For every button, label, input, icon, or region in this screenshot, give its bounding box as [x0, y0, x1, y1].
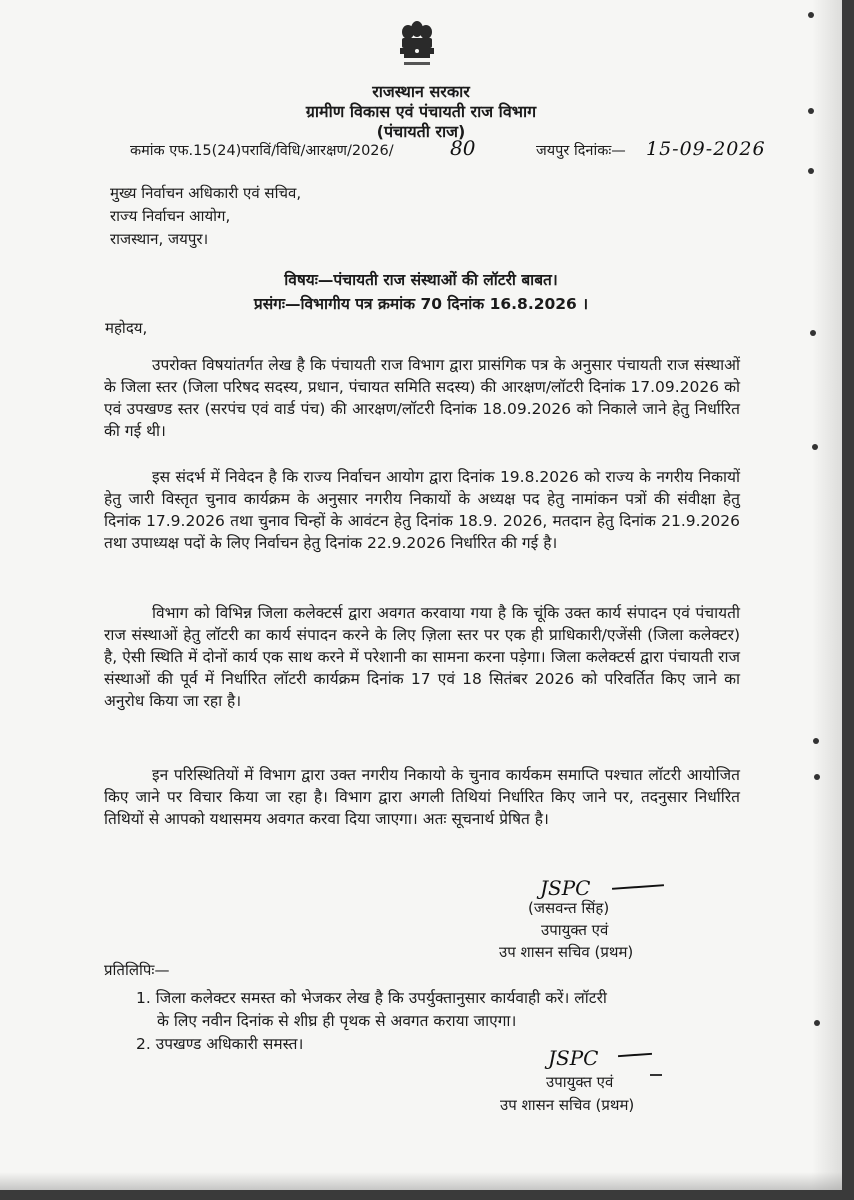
signature-stroke [612, 884, 664, 890]
body-paragraph: विभाग को विभिन्न जिला कलेक्टर्स द्वारा अवगत करवाया गया है कि चूंकि उक्त कार्य संपादन एवं पंचायती राज संस्थाओं हेतु लॉटरी का कार्य संपादन करने के लिए ज़िला स्तर पर एक ही प्राधिकारी/एजेंसी (जिला कलेक्टर) है, ऐसी स्थिति में दोनों कार्य एक साथ करने में परेशानी का सामना करना पड़ेगा। जिला कलेक्टर्स द्वारा पंचायती राज संस्थाओं की पूर्व में निर्धारित लॉटरी कार्यक्रम दिनांक 17 एवं 18 सितंबर 2026 को परिवर्तित किए जाने का अनुरोध किया जा रहा है। [104, 604, 740, 710]
body-paragraph: इन परिस्थितियों में विभाग द्वारा उक्त नगरीय निकायो के चुनाव कार्यकम समाप्ति पश्चात लॉटरी आयोजित किए जाने पर विचार किया जा रहा है। विभाग द्वारा अगली तिथियां निर्धारित किए जाने पर, तदनुसार निर्धारित तिथियों से आपको यथासमय अवगत करवा दिया जाएगा। अतः सूचनार्थ प्रेषित है। [104, 766, 740, 828]
department-branch: (पंचायती राज) [376, 122, 466, 141]
margin-dot [812, 444, 818, 450]
signature-initials: JSPC [548, 1046, 599, 1070]
copy-to-label: प्रतिलिपिः— [104, 961, 170, 979]
department-name: ग्रामीण विकास एवं पंचायती राज विभाग [305, 102, 537, 121]
reference-line: प्रसंगः—विभागीय पत्र क्रमांक 70 दिनांक 16.8.2026 । [253, 295, 589, 313]
signature-stroke [650, 1074, 662, 1076]
reference-number-handwritten: 80 [450, 136, 476, 160]
letter-date-handwritten: 15-09-2026 [646, 138, 766, 160]
copy-to-item: 2. उपखण्ड अधिकारी समस्त। [136, 1035, 304, 1053]
signature-stroke [618, 1053, 652, 1057]
signatory-designation: उपायुक्त एवं [541, 921, 609, 939]
margin-dot [814, 1020, 820, 1026]
copy-to-item: 1. जिला कलेक्टर समस्त को भेजकर लेख है कि उपर्युक्तानुसार कार्यवाही करें। लॉटरी [136, 989, 607, 1007]
signatory-designation: उप शासन सचिव (प्रथम) [500, 1096, 635, 1114]
copy-to-item-continued: के लिए नवीन दिनांक से शीघ्र ही पृथक से अवगत कराया जाएगा। [157, 1012, 517, 1030]
signatory-name: (जसवन्त सिंह) [528, 899, 610, 917]
margin-dot [813, 738, 819, 744]
body-paragraph: इस संदर्भ में निवेदन है कि राज्य निर्वाचन आयोग द्वारा दिनांक 19.8.2026 को राज्य के नगरीय निकायों हेतु जारी विस्तृत चुनाव कार्यक्रम के अनुसार नगरीय निकायों के अध्यक्ष पद हेतु नामांकन पत्रों की संवीक्षा हेतु दिनांक 17.9.2026 तथा चुनाव चिन्हों के आवंटन हेतु दिनांक 18.9. 2026, मतदान हेतु दिनांक 21.9.2026 तथा उपाध्यक्ष पदों के लिए निर्वाचन हेतु दिनांक 22.9.2026 निर्धारित की गई है। [104, 468, 740, 552]
salutation: महोदय, [105, 319, 148, 337]
page-edge-shadow [812, 0, 842, 1190]
signatory-designation: उप शासन सचिव (प्रथम) [499, 943, 634, 961]
subject-line: विषयः—पंचायती राज संस्थाओं की लॉटरी बाबत। [284, 271, 558, 289]
place-date-label: जयपुर दिनांकः— [536, 143, 626, 159]
govt-name: राजस्थान सरकार [372, 82, 470, 101]
reference-number: कमांक एफ.15(24)पराविं/विधि/आरक्षण/2026/ [130, 143, 394, 159]
addressee-line: मुख्य निर्वाचन अधिकारी एवं सचिव, [110, 184, 302, 202]
addressee-line: राजस्थान, जयपुर। [110, 230, 209, 248]
addressee-line: राज्य निर्वाचन आयोग, [110, 207, 231, 225]
body-paragraph: उपरोक्त विषयांतर्गत लेख है कि पंचायती राज विभाग द्वारा प्रासंगिक पत्र के अनुसार पंचायती राज संस्थाओं के जिला स्तर (जिला परिषद सदस्य, प्रधान, पंचायत समिति सदस्य) की आरक्षण/लॉटरी दिनांक 17.09.2026 को एवं उपखण्ड स्तर (सरपंच एवं वार्ड पंच) की आरक्षण/लॉटरी दिनांक 18.09.2026 को निकाले जाने हेतु निर्धारित की गई थी। [104, 356, 740, 440]
margin-dot [808, 12, 814, 18]
signature-initials: JSPC [540, 876, 591, 900]
margin-dot [810, 330, 816, 336]
page-bottom-shadow [0, 1172, 842, 1190]
margin-dot [814, 774, 820, 780]
ashoka-emblem-icon [394, 20, 440, 72]
signatory-designation: उपायुक्त एवं [546, 1073, 614, 1091]
margin-dot [808, 168, 814, 174]
